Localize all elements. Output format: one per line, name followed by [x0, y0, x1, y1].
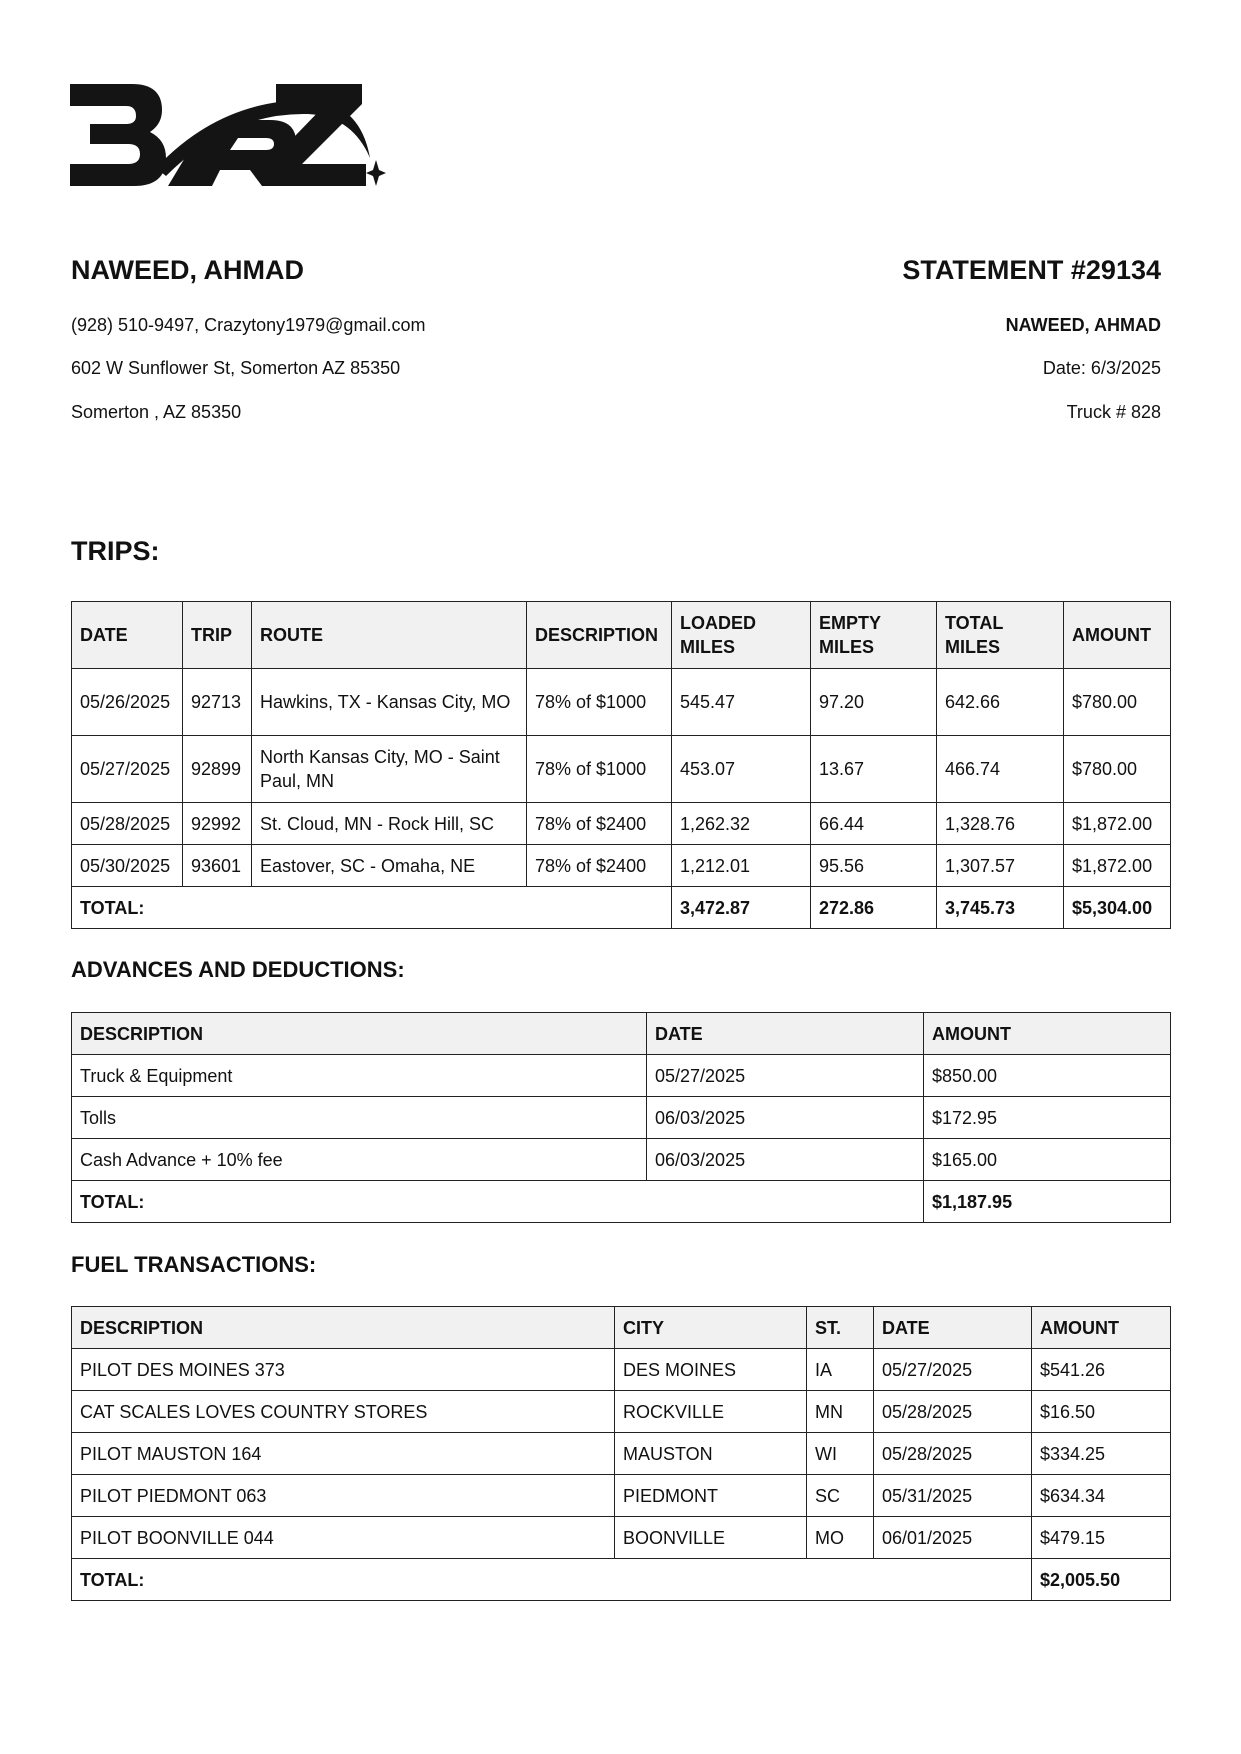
total-loaded-miles: 3,472.87 — [672, 887, 811, 929]
column-header: LOADED MILES — [672, 602, 811, 669]
brz-logo-icon — [70, 76, 386, 194]
total-amount: $1,187.95 — [924, 1181, 1171, 1223]
trip-loaded-miles: 1,212.01 — [672, 845, 811, 887]
column-header: AMOUNT — [1032, 1307, 1171, 1349]
trip-number: 93601 — [183, 845, 252, 887]
fuel-total-row — [72, 1559, 1171, 1601]
fuel-state: MO — [807, 1517, 874, 1559]
trip-route: Hawkins, TX - Kansas City, MO — [252, 669, 527, 736]
column-header: EMPTY MILES — [811, 602, 937, 669]
column-header: DATE — [647, 1013, 924, 1055]
advances-total-row — [72, 1181, 1171, 1223]
trip-date: 05/26/2025 — [72, 669, 183, 736]
advance-date: 05/27/2025 — [647, 1055, 924, 1097]
fuel-date: 06/01/2025 — [874, 1517, 1032, 1559]
trip-loaded-miles: 1,262.32 — [672, 803, 811, 845]
trip-number: 92899 — [183, 736, 252, 803]
trip-empty-miles: 66.44 — [811, 803, 937, 845]
advance-description: Truck & Equipment — [72, 1055, 647, 1097]
column-header: DATE — [874, 1307, 1032, 1349]
fuel-state: WI — [807, 1433, 874, 1475]
trip-amount: $780.00 — [1064, 736, 1171, 803]
advances-title: ADVANCES AND DEDUCTIONS: — [71, 957, 405, 982]
total-label: TOTAL: — [72, 887, 672, 929]
column-header: DESCRIPTION — [527, 602, 672, 669]
trip-amount: $780.00 — [1064, 669, 1171, 736]
advance-date: 06/03/2025 — [647, 1097, 924, 1139]
fuel-state: SC — [807, 1475, 874, 1517]
column-header: TRIP — [183, 602, 252, 669]
driver-address-line2: Somerton , AZ 85350 — [71, 402, 242, 422]
table-row — [72, 736, 1171, 803]
total-amount: $5,304.00 — [1064, 887, 1171, 929]
column-header: AMOUNT — [1064, 602, 1171, 669]
statement-number: STATEMENT #29134 — [902, 255, 1161, 285]
advance-amount: $165.00 — [924, 1139, 1171, 1181]
advance-date: 06/03/2025 — [647, 1139, 924, 1181]
column-header: ROUTE — [252, 602, 527, 669]
column-header: DESCRIPTION — [72, 1013, 647, 1055]
trips-title: TRIPS: — [71, 536, 160, 566]
table-row — [72, 669, 1171, 736]
trip-date: 05/27/2025 — [72, 736, 183, 803]
fuel-description: CAT SCALES LOVES COUNTRY STORES — [72, 1391, 615, 1433]
statement-date: Date: 6/3/2025 — [1042, 358, 1161, 378]
driver-name: NAWEED, AHMAD — [71, 255, 304, 285]
trip-number: 92992 — [183, 803, 252, 845]
trip-description: 78% of $1000 — [527, 669, 672, 736]
fuel-city: ROCKVILLE — [615, 1391, 807, 1433]
column-header: TOTAL MILES — [937, 602, 1064, 669]
column-header: AMOUNT — [924, 1013, 1171, 1055]
trip-total-miles: 1,307.57 — [937, 845, 1064, 887]
fuel-description: PILOT PIEDMONT 063 — [72, 1475, 615, 1517]
fuel-amount: $634.34 — [1032, 1475, 1171, 1517]
table-row — [72, 845, 1171, 887]
trip-route: Eastover, SC - Omaha, NE — [252, 845, 527, 887]
trip-loaded-miles: 545.47 — [672, 669, 811, 736]
advances-table — [71, 1012, 1171, 1223]
trip-empty-miles: 95.56 — [811, 845, 937, 887]
fuel-amount: $334.25 — [1032, 1433, 1171, 1475]
fuel-city: DES MOINES — [615, 1349, 807, 1391]
table-header-row — [72, 1307, 1171, 1349]
trip-route: St. Cloud, MN - Rock Hill, SC — [252, 803, 527, 845]
advance-amount: $850.00 — [924, 1055, 1171, 1097]
fuel-title: FUEL TRANSACTIONS: — [71, 1252, 317, 1277]
table-row — [72, 1433, 1171, 1475]
fuel-description: PILOT MAUSTON 164 — [72, 1433, 615, 1475]
table-row — [72, 803, 1171, 845]
fuel-amount: $16.50 — [1032, 1391, 1171, 1433]
column-header: DESCRIPTION — [72, 1307, 615, 1349]
table-row — [72, 1055, 1171, 1097]
table-row — [72, 1349, 1171, 1391]
fuel-amount: $479.15 — [1032, 1517, 1171, 1559]
driver-contact: (928) 510-9497, Crazytony1979@gmail.com — [71, 315, 426, 335]
trip-route: North Kansas City, MO - Saint Paul, MN — [252, 736, 527, 803]
trip-amount: $1,872.00 — [1064, 845, 1171, 887]
trips-table — [71, 601, 1171, 929]
table-row — [72, 1517, 1171, 1559]
fuel-amount: $541.26 — [1032, 1349, 1171, 1391]
column-header: CITY — [615, 1307, 807, 1349]
trip-total-miles: 466.74 — [937, 736, 1064, 803]
fuel-city: PIEDMONT — [615, 1475, 807, 1517]
total-amount: $2,005.50 — [1032, 1559, 1171, 1601]
fuel-description: PILOT BOONVILLE 044 — [72, 1517, 615, 1559]
driver-address-line1: 602 W Sunflower St, Somerton AZ 85350 — [71, 358, 401, 378]
fuel-table — [71, 1306, 1171, 1601]
total-label: TOTAL: — [72, 1181, 924, 1223]
advance-description: Cash Advance + 10% fee — [72, 1139, 647, 1181]
fuel-state: MN — [807, 1391, 874, 1433]
table-row — [72, 1139, 1171, 1181]
trip-number: 92713 — [183, 669, 252, 736]
trip-empty-miles: 97.20 — [811, 669, 937, 736]
trip-description: 78% of $2400 — [527, 845, 672, 887]
trip-description: 78% of $1000 — [527, 736, 672, 803]
company-logo — [70, 76, 386, 194]
column-header: DATE — [72, 602, 183, 669]
trip-date: 05/30/2025 — [72, 845, 183, 887]
table-row — [72, 1097, 1171, 1139]
statement-info — [661, 252, 1161, 432]
total-miles: 3,745.73 — [937, 887, 1064, 929]
table-row — [72, 1391, 1171, 1433]
statement-driver-name: NAWEED, AHMAD — [1005, 315, 1161, 335]
advance-amount: $172.95 — [924, 1097, 1171, 1139]
advance-description: Tolls — [72, 1097, 647, 1139]
fuel-city: BOONVILLE — [615, 1517, 807, 1559]
trip-empty-miles: 13.67 — [811, 736, 937, 803]
fuel-date: 05/31/2025 — [874, 1475, 1032, 1517]
driver-info — [71, 252, 571, 432]
fuel-description: PILOT DES MOINES 373 — [72, 1349, 615, 1391]
total-empty-miles: 272.86 — [811, 887, 937, 929]
column-header: ST. — [807, 1307, 874, 1349]
fuel-date: 05/27/2025 — [874, 1349, 1032, 1391]
trip-date: 05/28/2025 — [72, 803, 183, 845]
trip-description: 78% of $2400 — [527, 803, 672, 845]
trip-amount: $1,872.00 — [1064, 803, 1171, 845]
fuel-state: IA — [807, 1349, 874, 1391]
fuel-city: MAUSTON — [615, 1433, 807, 1475]
fuel-date: 05/28/2025 — [874, 1391, 1032, 1433]
trip-total-miles: 1,328.76 — [937, 803, 1064, 845]
total-label: TOTAL: — [72, 1559, 1032, 1601]
truck-number: Truck # 828 — [1066, 402, 1161, 422]
trip-total-miles: 642.66 — [937, 669, 1064, 736]
table-row — [72, 1475, 1171, 1517]
fuel-date: 05/28/2025 — [874, 1433, 1032, 1475]
trip-loaded-miles: 453.07 — [672, 736, 811, 803]
table-header-row — [72, 602, 1171, 669]
table-header-row — [72, 1013, 1171, 1055]
trips-total-row — [72, 887, 1171, 929]
